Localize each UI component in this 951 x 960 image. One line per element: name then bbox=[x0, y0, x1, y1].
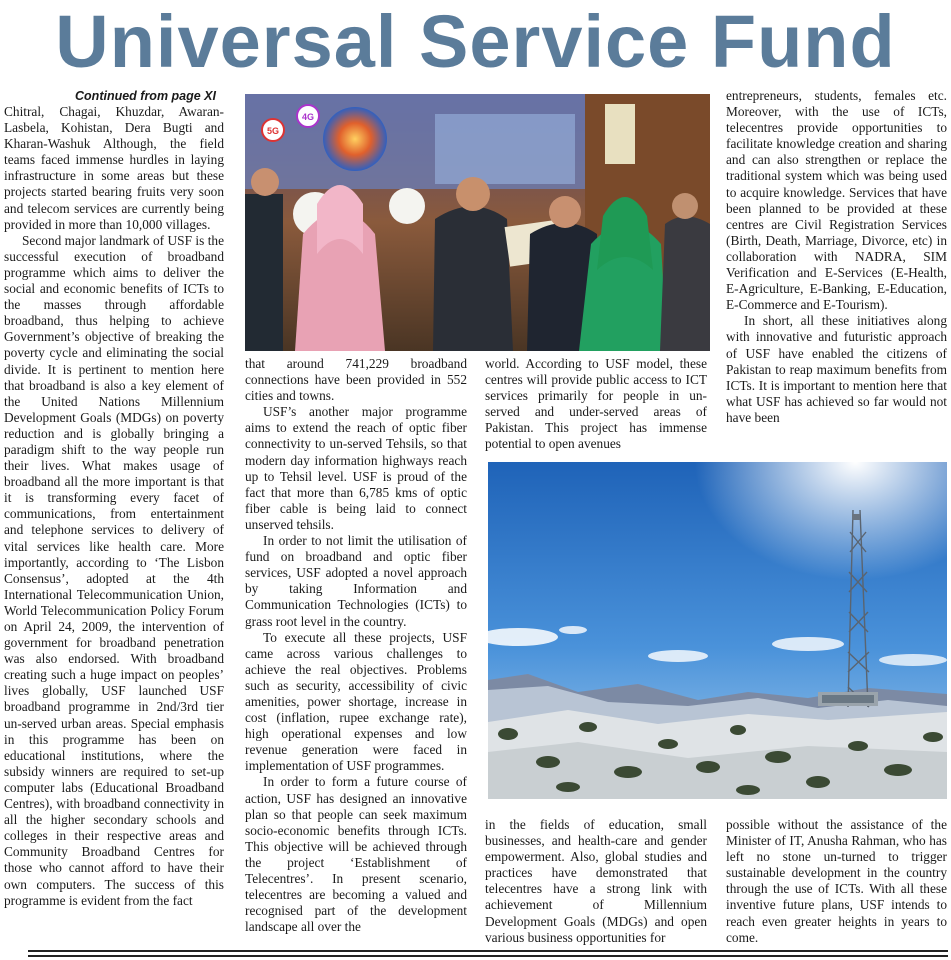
ceremony-photo bbox=[245, 94, 710, 351]
paragraph: entrepreneurs, students, females etc. Moreover, with the use of ICTs, telecentres provide opportunities to facilitate knowledge creation and sharing and can also strengthen or replace the traditional system which was being used to acquire knowledge. Services that have been planned to be provided at these centres are Civil Registration Services (Birth, Death, Marriage, Divorce, etc) in collaboration with NADRA, SIM Verification and E-Services (E-Health, E-Agriculture, E-Banking, E-Education, E-Commerce and E-Tourism). bbox=[726, 88, 947, 313]
article-column-1 bbox=[4, 88, 224, 942]
bottom-rule bbox=[28, 950, 948, 952]
article-column-3-top bbox=[485, 356, 707, 454]
article-column-4-bottom bbox=[726, 817, 947, 947]
article-column-3-bottom bbox=[485, 817, 707, 947]
paragraph: that around 741,229 broadband connections have been provided in 552 cities and towns. bbox=[245, 356, 467, 404]
paragraph: In short, all these initiatives along with innovative and futuristic approach of USF have enabled the citizens of Pakistan to reap maximum benefits from ICTs. It is important to mention here that what USF has achieved so far would not have been bbox=[726, 313, 947, 425]
article-column-2 bbox=[245, 356, 467, 948]
paragraph: USF’s another major programme aims to extend the reach of optic fiber connectivity to un-served Tehsils, so that modern day information highways reach up to Tehsil level. USF is proud of the fact that more than 6,785 kms of optic fiber cable is being laid to connect unserved tehsils. bbox=[245, 404, 467, 532]
telecom-tower-photo bbox=[488, 462, 947, 799]
continued-from-label: Continued from page XI bbox=[75, 89, 216, 103]
paragraph: In order to not limit the utilisation of fund on broadband and optic fiber services, USF adopted a novel approach by taking Information and Communication Technologies (ICTs) to grass root level in the country. bbox=[245, 533, 467, 629]
ceremony-illustration bbox=[245, 94, 710, 351]
paragraph: Second major landmark of USF is the successful execution of broadband programme which aims to deliver the social and economic benefits of ICTs to the masses through affordable broadband, thus helping to achieve Government’s objective of breaking the poverty cycle and eliminating the social divide. It is pertinent to mention here that broadband is also a key element of the United Nations Millennium Development Goals (MDGs) on poverty reduction and is globally bringing a paradigm shift to the way people run their lives. What makes usage of broadband all the more important is that it is transforming every facet of communications, from entertainment and telephone services to delivery of vital services like health care. More importantly, according to ‘The Lisbon Consensus’, adopted at the 4th International Telecommunication Union, World Telecommunication Policy Forum on April 24, 2009, the intervention of government for broadband penetration was also endorsed. With broadband creating such a huge impact on peoples’ lives globally, USF launched USF broadband programme in 2nd/3rd tier un-served urban areas. Special emphasis in this programme has been on educational institutions, where the subsidy winners are required to set-up computer labs (Educational Broadband Centres), with broadband connectivity in all the higher secondary schools and colleges in their respective areas and Community Broadband Centres for those who cannot afford to have their own computers. The success of this programme is evident from the fact bbox=[4, 232, 224, 908]
tower-landscape-illustration bbox=[488, 462, 947, 799]
paragraph: To execute all these projects, USF came across various challenges to achieve the real objectives. Problems such as security, accessibility of civic amenities, power shortage, increase in cost (inflation, rupee exchange rate), high operational expenses and low revenue generation were faced in implementation of USF programmes. bbox=[245, 629, 467, 774]
headline: Universal Service Fund bbox=[55, 2, 896, 82]
paragraph: possible without the assistance of the Minister of IT, Anusha Rahman, who has left no stone un-turned to trigger sustainable development in the country through the use of ICTs. With all these inventive future plans, USF intends to reach even greater heights in years to come. bbox=[726, 817, 947, 945]
badge-4g: 4G bbox=[301, 112, 315, 122]
paragraph: in the fields of education, small businesses, and health-care and gender empowerment. Also, global studies and practices have demonstrated that telecentres have a strong link with achievement of Millennium Development Goals (MDGs) and open various business opportunities for bbox=[485, 817, 707, 945]
paragraph: In order to form a future course of action, USF has designed an innovative plan so that people can seek maximum socio-economic benefits through ICTs. This objective will be achieved through the project ‘Establishment of Telecentres’. In present scenario, telecentres are becoming a valued and recognised part of the development landscape all over the bbox=[245, 774, 467, 935]
article-column-4-top bbox=[726, 88, 947, 454]
paragraph: Chitral, Chagai, Khuzdar, Awaran-Lasbela, Kohistan, Dera Bugti and Kharan-Washuk Although, the field teams faced immense hurdles in laying infrastructure in some areas but these projects started bearing fruits very soon and telecom services are currently being provided in more than 10,000 villages. bbox=[4, 104, 224, 232]
badge-5g: 5G bbox=[266, 126, 280, 136]
bottom-rule bbox=[28, 955, 948, 957]
paragraph: world. According to USF model, these centres will provide public access to ICT services primarily for people in un-served and under-served areas of Pakistan. This project has immense potential to open avenues bbox=[485, 356, 707, 452]
